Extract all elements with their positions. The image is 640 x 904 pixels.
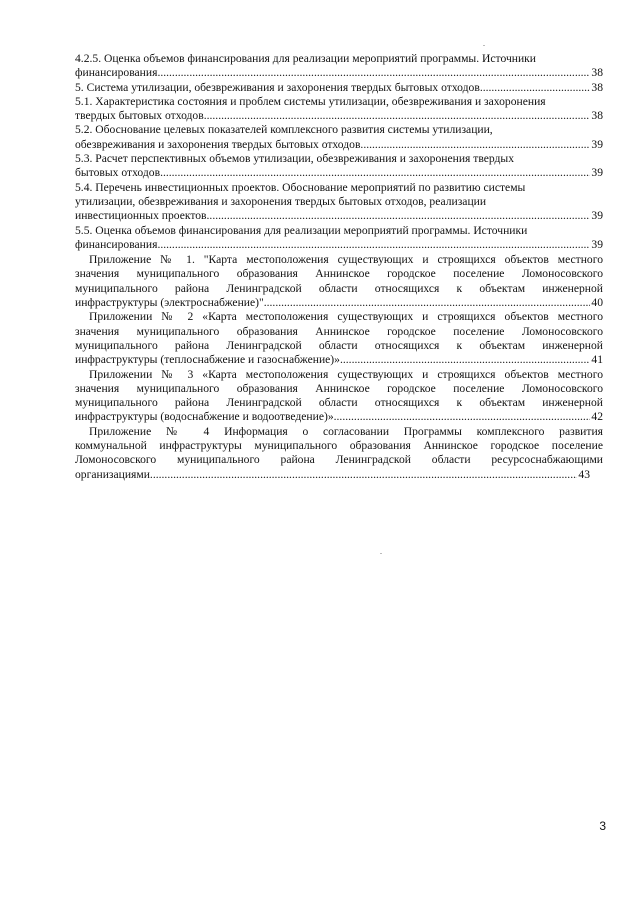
scan-speck bbox=[380, 553, 382, 554]
appendix-text: значения муниципального образования Аннинское городское поселение Ломоносовского bbox=[75, 267, 603, 281]
toc-page-number: 38 bbox=[591, 80, 603, 94]
toc-entry-text: обезвреживания и захоронения твердых бытовых отходов bbox=[75, 137, 361, 151]
toc-entry-text: 4.2.5. Оценка объемов финансирования для реализации мероприятий программы. Источники bbox=[75, 52, 537, 65]
appendix-page-number: 42 bbox=[591, 410, 603, 424]
page-number: 3 bbox=[599, 819, 606, 833]
appendix-text: инфраструктуры (теплоснабжение и газоснабжение)» bbox=[75, 353, 340, 367]
dot-leader bbox=[360, 138, 590, 152]
appendix-text: Приложение № 1. "Карта местоположения существующих и строящихся объектов местного bbox=[89, 253, 603, 267]
toc-entry-text: 5.1. Характеристика состояния и проблем системы утилизации, обезвреживания и захоронения bbox=[75, 94, 546, 108]
appendix-text: Приложение № 4 Информация о согласовании Программы комплексного развития bbox=[89, 424, 603, 438]
appendix-text: значения муниципального образования Аннинское городское поселение Ломоносовского bbox=[75, 381, 603, 395]
toc-entry-4-2-5[interactable] bbox=[75, 52, 603, 81]
toc-page-number: 39 bbox=[591, 209, 603, 223]
dot-leader bbox=[264, 296, 591, 310]
appendix-page-number: 43 bbox=[578, 467, 590, 481]
toc-entry-text: 5.3. Расчет перспективных объемов утилизации, обезвреживания и захоронения твердых bbox=[75, 152, 515, 166]
dot-leader bbox=[480, 81, 591, 95]
appendix-text: муниципального района Ленинградской области относящихся к объектам инженерной bbox=[75, 281, 603, 295]
appendix-page-number: 41 bbox=[591, 353, 603, 367]
toc-entry-text: утилизации, обезвреживания и захоронения твердых бытовых отходов, реализации bbox=[75, 194, 487, 208]
appendix-entry-4[interactable] bbox=[75, 425, 603, 482]
appendix-entry-2[interactable] bbox=[75, 310, 603, 367]
table-of-contents bbox=[75, 52, 603, 482]
toc-page-number: 38 bbox=[591, 109, 603, 123]
toc-entry-5-3[interactable] bbox=[75, 152, 603, 181]
toc-entry-text: 5.5. Оценка объемов финансирования для реализации мероприятий программы. Источники bbox=[75, 223, 528, 237]
toc-entry-text: бытовых отходов bbox=[75, 166, 161, 180]
toc-entry-text: 5. Система утилизации, обезвреживания и захоронения твердых бытовых отходов bbox=[75, 80, 480, 94]
toc-entry-5-4[interactable] bbox=[75, 181, 603, 224]
toc-entry-5-5[interactable] bbox=[75, 224, 603, 253]
toc-entry-5-2[interactable] bbox=[75, 123, 603, 152]
appendix-entry-3[interactable] bbox=[75, 368, 603, 425]
appendix-text: Приложении № 2 «Карта местоположения существующих и строящихся объектов местного bbox=[89, 310, 603, 324]
toc-page-number: 39 bbox=[591, 166, 603, 180]
scan-speck bbox=[483, 45, 485, 46]
appendix-text: инфраструктуры (водоснабжение и водоотведение)» bbox=[75, 410, 334, 424]
toc-entry-5-1[interactable] bbox=[75, 95, 603, 124]
dot-leader bbox=[334, 410, 591, 424]
appendix-text: муниципального района Ленинградской области относящихся к объектам инженерной bbox=[75, 396, 603, 410]
dot-leader bbox=[160, 166, 590, 180]
appendix-page-number: 40 bbox=[591, 296, 603, 310]
toc-page-number: 38 bbox=[591, 66, 603, 80]
toc-entry-text: твердых бытовых отходов bbox=[75, 109, 204, 123]
appendix-text: Ломоносовского муниципального района Ленинградской области ресурсоснабжающими bbox=[75, 453, 603, 467]
toc-entry-text: инвестиционных проектов bbox=[75, 209, 207, 223]
toc-entry-5[interactable] bbox=[75, 81, 603, 95]
dot-leader bbox=[207, 209, 591, 223]
appendix-text: значения муниципального образования Аннинское городское поселение Ломоносовского bbox=[75, 324, 603, 338]
appendix-text: инфраструктуры (электроснабжение)" bbox=[75, 296, 264, 310]
dot-leader bbox=[150, 468, 577, 482]
dot-leader bbox=[157, 66, 590, 80]
toc-entry-text: 5.2. Обоснование целевых показателей комплексного развития системы утилизации, bbox=[75, 123, 493, 137]
toc-page-number: 39 bbox=[591, 237, 603, 251]
toc-entry-text: 5.4. Перечень инвестиционных проектов. Обоснование мероприятий по развитию системы bbox=[75, 180, 526, 194]
appendix-entry-1[interactable] bbox=[75, 253, 603, 310]
toc-entry-text: финансирования bbox=[75, 66, 158, 80]
toc-entry-text: финансирования bbox=[75, 237, 158, 251]
dot-leader bbox=[157, 238, 590, 252]
appendix-text: муниципального района Ленинградской области относящихся к объектам инженерной bbox=[75, 338, 603, 352]
dot-leader bbox=[340, 353, 590, 367]
dot-leader bbox=[204, 109, 591, 123]
appendix-text: коммунальной инфраструктуры муниципального образования Аннинское городское поселение bbox=[75, 439, 603, 453]
appendix-text: Приложении № 3 «Карта местоположения существующих и строящихся объектов местного bbox=[89, 367, 603, 381]
appendix-text: организациями bbox=[75, 467, 150, 481]
toc-page-number: 39 bbox=[591, 137, 603, 151]
